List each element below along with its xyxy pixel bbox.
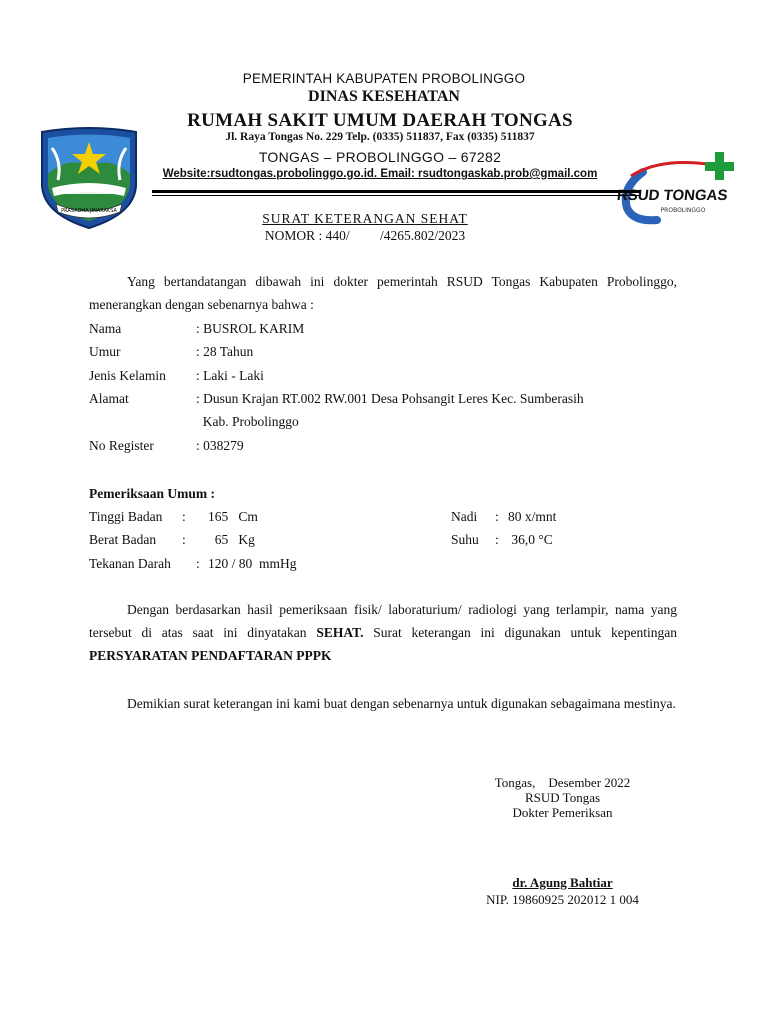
header-contact: Website:rsudtongas.probolinggo.go.id. Email: rsudtongaskab.prob@gmail.com	[162, 168, 598, 180]
document-number: NOMOR : 440/ /4265.802/2023	[264, 228, 466, 243]
exam-label: Suhu	[451, 532, 479, 547]
exam-heading: Pemeriksaan Umum :	[89, 486, 215, 501]
signature-name: dr. Agung Bahtiar	[512, 875, 613, 890]
identity-label: No Register	[89, 438, 154, 453]
header-department: DINAS KESEHATAN	[308, 88, 460, 105]
svg-text:RSUD TONGAS: RSUD TONGAS	[617, 187, 729, 204]
header-hospital-name: RUMAH SAKIT UMUM DAERAH TONGAS	[187, 110, 573, 131]
exam-colon: :	[182, 509, 186, 524]
exam-colon: :	[495, 532, 499, 547]
header-divider	[152, 190, 640, 193]
signature-role: Dokter Pemeriksan	[512, 805, 613, 820]
identity-value: : Laki - Laki	[196, 368, 264, 383]
identity-label: Umur	[89, 344, 121, 359]
identity-value: Kab. Probolinggo	[196, 414, 299, 429]
header-city: TONGAS – PROBOLINGGO – 67282	[258, 149, 502, 165]
identity-value: : 28 Tahun	[196, 344, 254, 359]
identity-label: Jenis Kelamin	[89, 368, 166, 383]
svg-text:PRASADHA JINARAKSA: PRASADHA JINARAKSA	[61, 208, 117, 214]
exam-label: Berat Badan	[89, 532, 157, 547]
signature-place-date: Tongas, Desember 2022	[494, 775, 631, 790]
identity-label: Nama	[89, 321, 122, 336]
identity-label: Alamat	[89, 391, 129, 406]
signature-nip: NIP. 19860925 202012 1 004	[486, 892, 639, 907]
conclusion-sehat: SEHAT.	[316, 625, 364, 640]
header-government: PEMERINTAH KABUPATEN PROBOLINGGO	[242, 71, 526, 86]
signature-org: RSUD Tongas	[524, 790, 601, 805]
exam-value: 120 / 80 mmHg	[208, 556, 297, 571]
header-address: Jl. Raya Tongas No. 229 Telp. (0335) 511837, Fax (0335) 511837	[225, 131, 535, 143]
header-divider-thin	[152, 195, 640, 196]
exam-colon: :	[495, 509, 499, 524]
identity-value: : 038279	[196, 438, 244, 453]
document-title: SURAT KETERANGAN SEHAT	[262, 211, 468, 226]
conclusion-text: Dengan berdasarkan hasil pemeriksaan fisik/ laboraturium/ radiologi yang terlampir, nama yang tersebut di atas saat ini dinyatakan	[89, 602, 677, 640]
identity-value: : Dusun Krajan RT.002 RW.001 Desa Pohsangit Leres Kec. Sumberasih	[196, 391, 584, 406]
conclusion-text: Surat keterangan ini digunakan untuk kepentingan	[363, 625, 677, 640]
exam-label: Tekanan Darah	[89, 556, 171, 571]
conclusion-purpose: PERSYARATAN PENDAFTARAN PPPK	[89, 648, 332, 663]
exam-label: Nadi	[451, 509, 478, 524]
closing-paragraph: Demikian surat keterangan ini kami buat dengan sebenarnya untuk digunakan sebagaimana mestinya.	[127, 696, 676, 711]
exam-colon: :	[196, 556, 200, 571]
exam-value: 165 Cm	[208, 509, 258, 524]
svg-text:PROBOLINGGO: PROBOLINGGO	[660, 207, 706, 214]
exam-value: 65 Kg	[208, 532, 255, 547]
exam-label: Tinggi Badan	[89, 509, 163, 524]
exam-colon: :	[182, 532, 186, 547]
conclusion-paragraph	[89, 598, 677, 667]
intro-paragraph: Yang bertandatangan dibawah ini dokter pemerintah RSUD Tongas Kabupaten Probolinggo, menerangkan dengan sebenarnya bahwa :	[89, 274, 677, 312]
exam-value: 80 x/mnt	[508, 509, 557, 524]
exam-value: 36,0 °C	[508, 532, 553, 547]
identity-value: : BUSROL KARIM	[196, 321, 305, 336]
